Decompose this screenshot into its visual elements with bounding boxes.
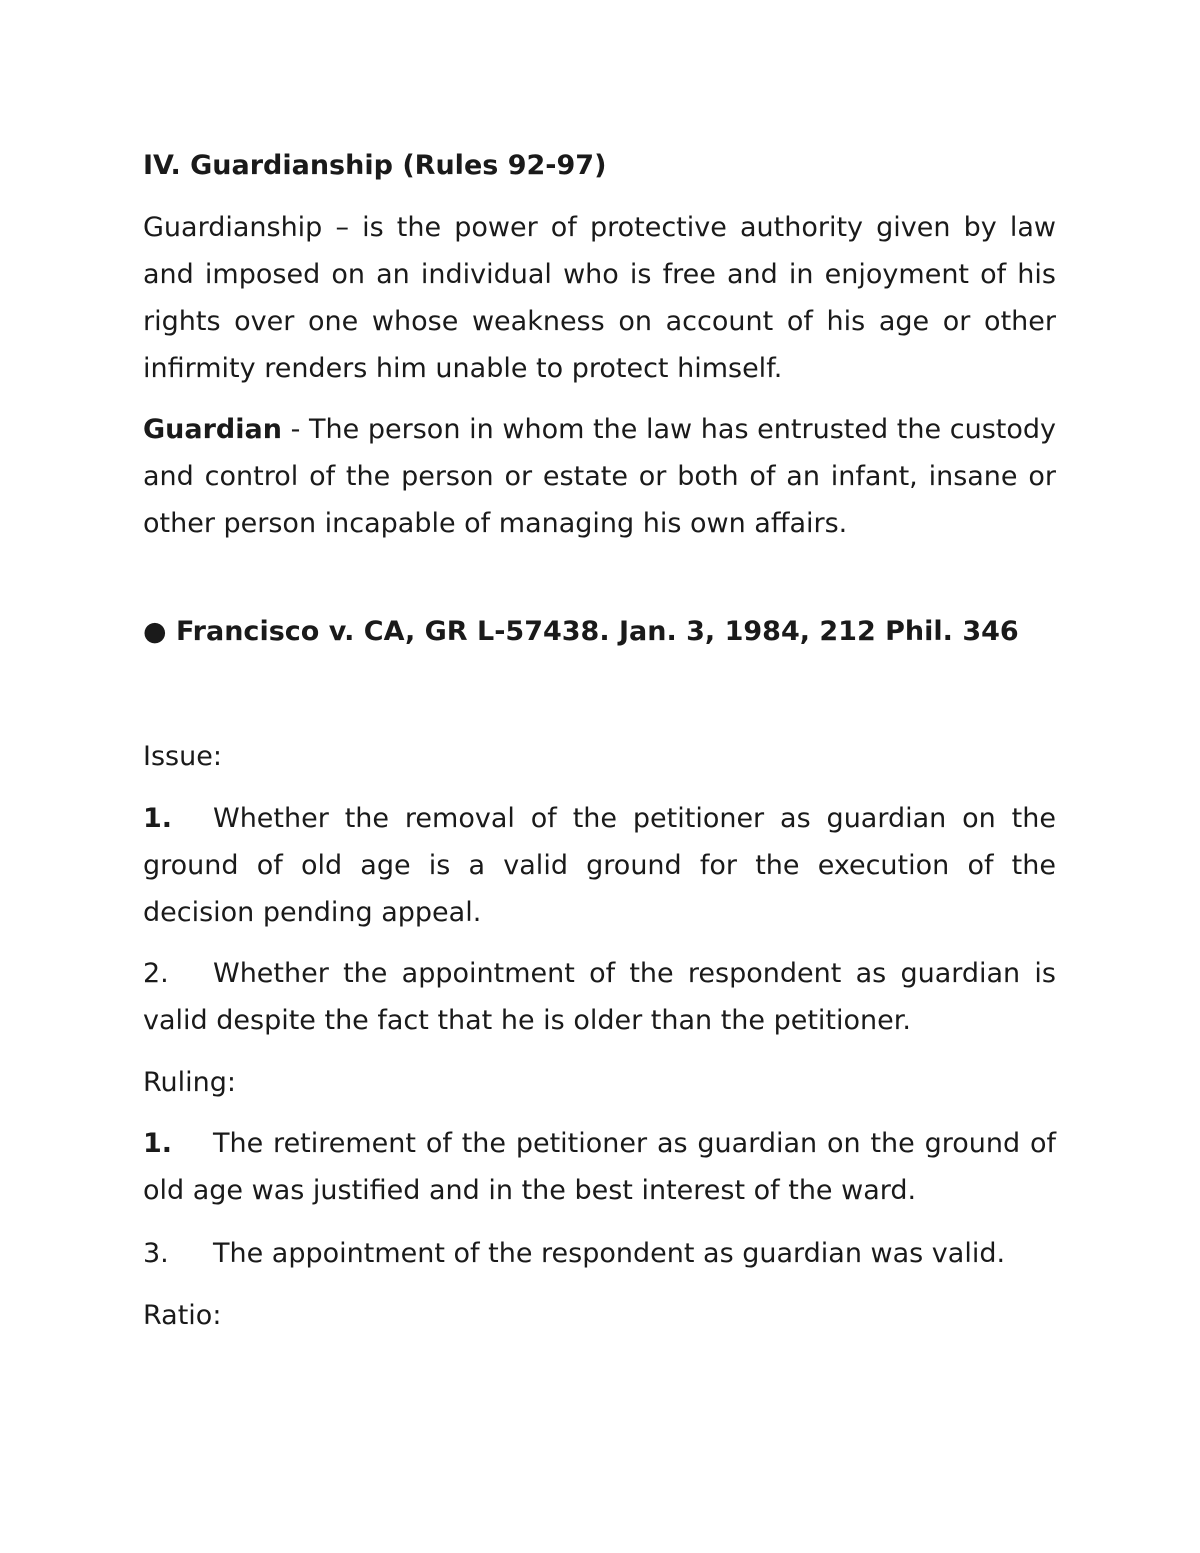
guardian-term: Guardian <box>143 414 282 445</box>
ruling-text: The retirement of the petitioner as guardian on the ground of old age was justified and in the best interest of the ward. <box>143 1128 1056 1206</box>
issue-item <box>143 795 1056 936</box>
issue-text: Whether the removal of the petitioner as guardian on the ground of old age is a valid ground for the execution of the decision pending appeal. <box>143 803 1056 928</box>
issue-text: Whether the appointment of the respondent as guardian is valid despite the fact that he is older than the petitioner. <box>143 958 1056 1036</box>
ruling-text: The appointment of the respondent as guardian was valid. <box>213 1238 1006 1269</box>
section-heading: IV. Guardianship (Rules 92-97) <box>143 150 607 181</box>
guardian-definition <box>143 406 1056 547</box>
guardian-text: - The person in whom the law has entrusted the custody and control of the person or estate or both of an infant, insane or other person incapable of managing his own affairs. <box>143 414 1056 539</box>
issue-number: 1. <box>143 803 173 834</box>
ratio-label: Ratio: <box>143 1300 222 1331</box>
guardianship-term: Guardianship <box>143 212 323 243</box>
ruling-number: 1. <box>143 1128 173 1159</box>
issue-item <box>143 950 1056 1044</box>
guardianship-definition <box>143 204 1056 392</box>
ruling-number: 3. <box>143 1238 169 1269</box>
guardianship-text: – is the power of protective authority given by law and imposed on an individual who is free and in enjoyment of his rights over one whose weakness on account of his age or other infirmity renders him unable to protect himself. <box>143 212 1056 384</box>
ruling-item <box>143 1230 1056 1277</box>
ruling-label: Ruling: <box>143 1067 237 1098</box>
issue-label: Issue: <box>143 741 222 772</box>
issue-number: 2. <box>143 958 169 989</box>
case-citation: ● Francisco v. CA, GR L-57438. Jan. 3, 1984, 212 Phil. 346 <box>143 616 1019 647</box>
ruling-item <box>143 1120 1056 1214</box>
